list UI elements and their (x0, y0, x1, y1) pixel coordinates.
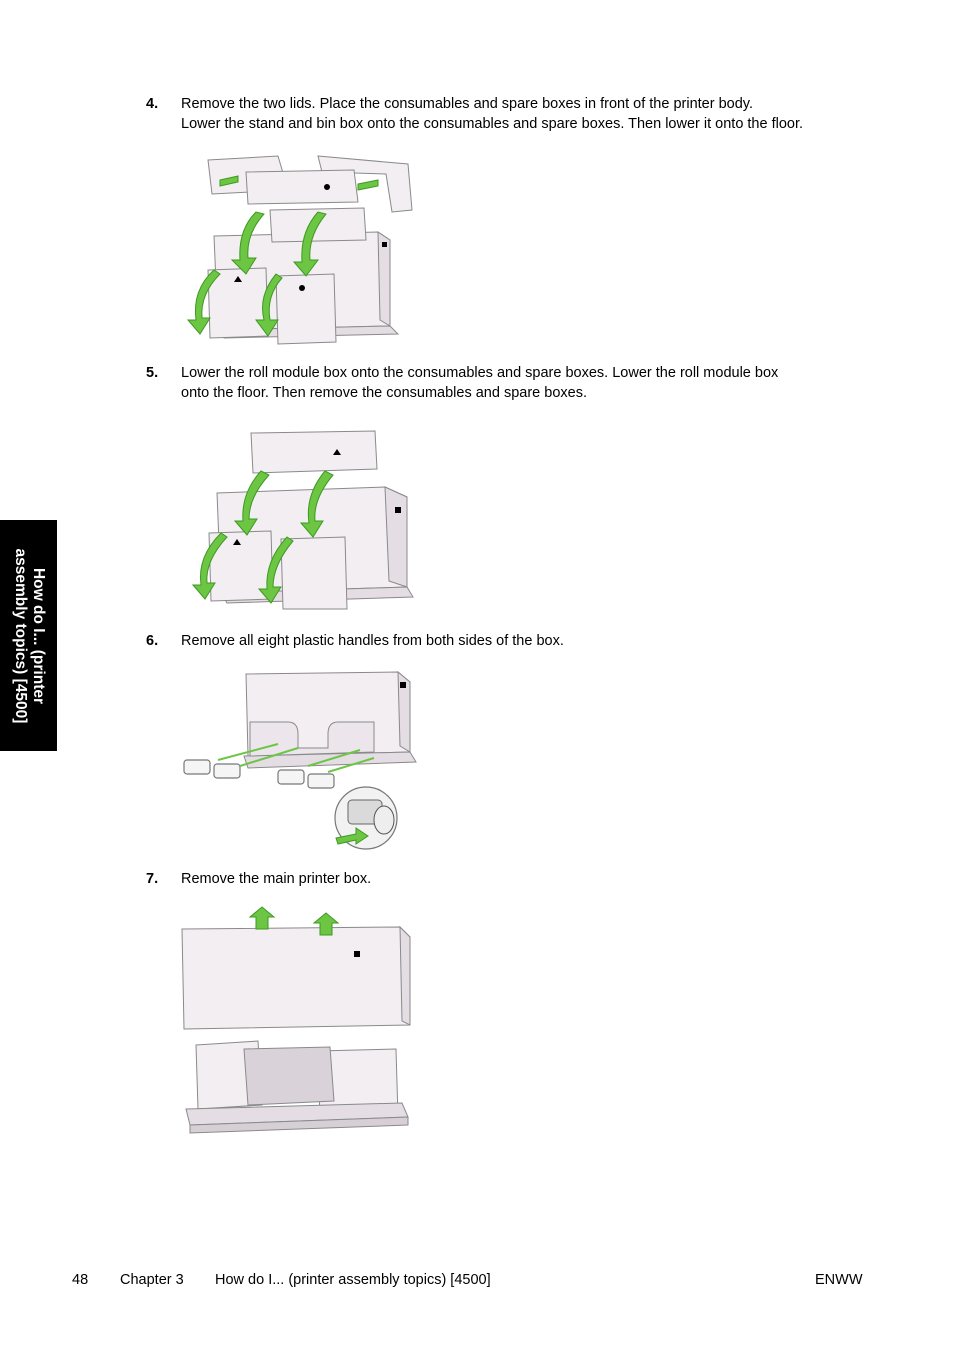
footer-enww: ENWW (815, 1272, 863, 1288)
step-number: 4. (146, 96, 159, 112)
step-text: Remove the main printer box. (181, 871, 372, 887)
step-5 (146, 364, 876, 403)
side-tab-label: How do I... (printer assembly topics) [4500] (11, 548, 47, 723)
figure-remove-lids (178, 150, 418, 350)
chapter-side-tab (0, 520, 57, 751)
step-4 (146, 95, 876, 134)
figure-remove-main-box (178, 905, 418, 1147)
step-number: 5. (146, 365, 159, 381)
step-number: 7. (146, 871, 159, 887)
step-text: Remove all eight plastic handles from both sides of the box. (181, 633, 564, 649)
footer-section: How do I... (printer assembly topics) [4500] (215, 1272, 491, 1288)
step-text: Lower the roll module box onto the consumables and spare boxes. Lower the roll module box onto the floor. Then remove the consumables and spare boxes. (181, 365, 779, 401)
page-number: 48 (72, 1272, 89, 1288)
step-7 (146, 870, 876, 890)
figure-lower-roll-module (185, 425, 420, 610)
step-number: 6. (146, 633, 159, 649)
step-text: Remove the two lids. Place the consumables and spare boxes in front of the printer body. Lower the stand and bin box onto the consumables and spare boxes. Then lower it onto the floor. (181, 96, 804, 132)
figure-remove-handles (178, 668, 418, 853)
step-6 (146, 632, 876, 652)
footer-chapter: Chapter 3 (120, 1272, 184, 1288)
